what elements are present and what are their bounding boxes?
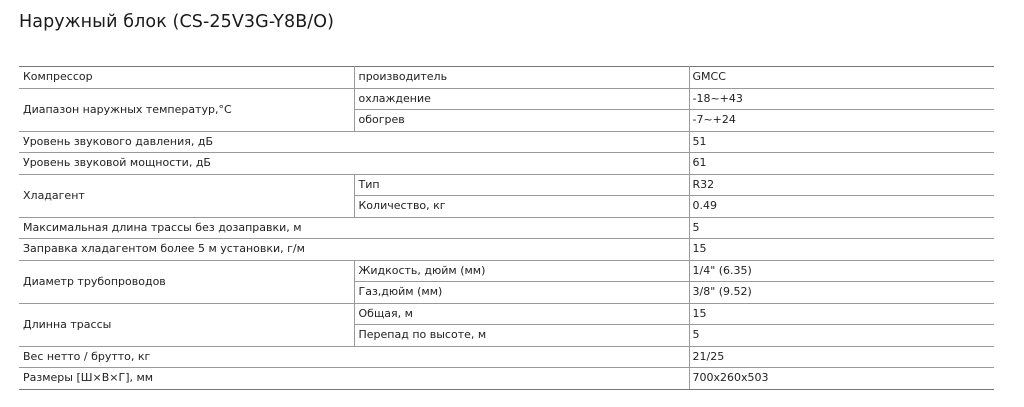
table-row-compressor [19,67,994,89]
row-value: 5 [689,325,994,347]
row-label: Диаметр трубопроводов [19,260,354,303]
row-sublabel: Газ,дюйм (мм) [354,282,689,304]
row-value: 0.49 [689,196,994,218]
row-value: 15 [689,239,994,261]
row-label: Заправка хладагентом более 5 м установки, г/м [19,239,689,261]
table-row-max-length [19,217,994,239]
row-value: 1/4" (6.35) [689,260,994,282]
row-value: -18~+43 [689,88,994,110]
row-label: Вес нетто / брутто, кг [19,346,689,368]
row-value: 5 [689,217,994,239]
table-row-sound-power [19,153,994,175]
row-sublabel: Тип [354,174,689,196]
row-value: 700х260х503 [689,368,994,390]
row-label: Диапазон наружных температур,°C [19,88,354,131]
row-label: Размеры [Ш×В×Г], мм [19,368,689,390]
row-value: 21/25 [689,346,994,368]
row-sublabel: Жидкость, дюйм (мм) [354,260,689,282]
row-label: Уровень звукового давления, дБ [19,131,689,153]
row-label: Компрессор [19,67,354,89]
row-value: -7~+24 [689,110,994,132]
table-row-weight [19,346,994,368]
row-sublabel: Перепад по высоте, м [354,325,689,347]
table-row-sound-pressure [19,131,994,153]
table-row-extra-charge [19,239,994,261]
row-value: 61 [689,153,994,175]
row-label: Хладагент [19,174,354,217]
table-row-pipe-liquid [19,260,994,282]
row-sublabel: Количество, кг [354,196,689,218]
row-value: 15 [689,303,994,325]
table-row-dimensions [19,368,994,390]
row-label: Длинна трассы [19,303,354,346]
row-value: GMCC [689,67,994,89]
page-title: Наружный блок (CS-25V3G-Y8B/O) [19,12,335,32]
row-label: Уровень звуковой мощности, дБ [19,153,689,175]
table-row-refrigerant-type [19,174,994,196]
row-sublabel: Общая, м [354,303,689,325]
table-row-length-total [19,303,994,325]
row-sublabel: производитель [354,67,689,89]
row-sublabel: обогрев [354,110,689,132]
row-sublabel: охлаждение [354,88,689,110]
row-label: Максимальная длина трассы без дозаправки, м [19,217,689,239]
row-value: R32 [689,174,994,196]
row-value: 51 [689,131,994,153]
row-value: 3/8" (9.52) [689,282,994,304]
spec-table [19,66,994,390]
table-row-temp-cooling [19,88,994,110]
